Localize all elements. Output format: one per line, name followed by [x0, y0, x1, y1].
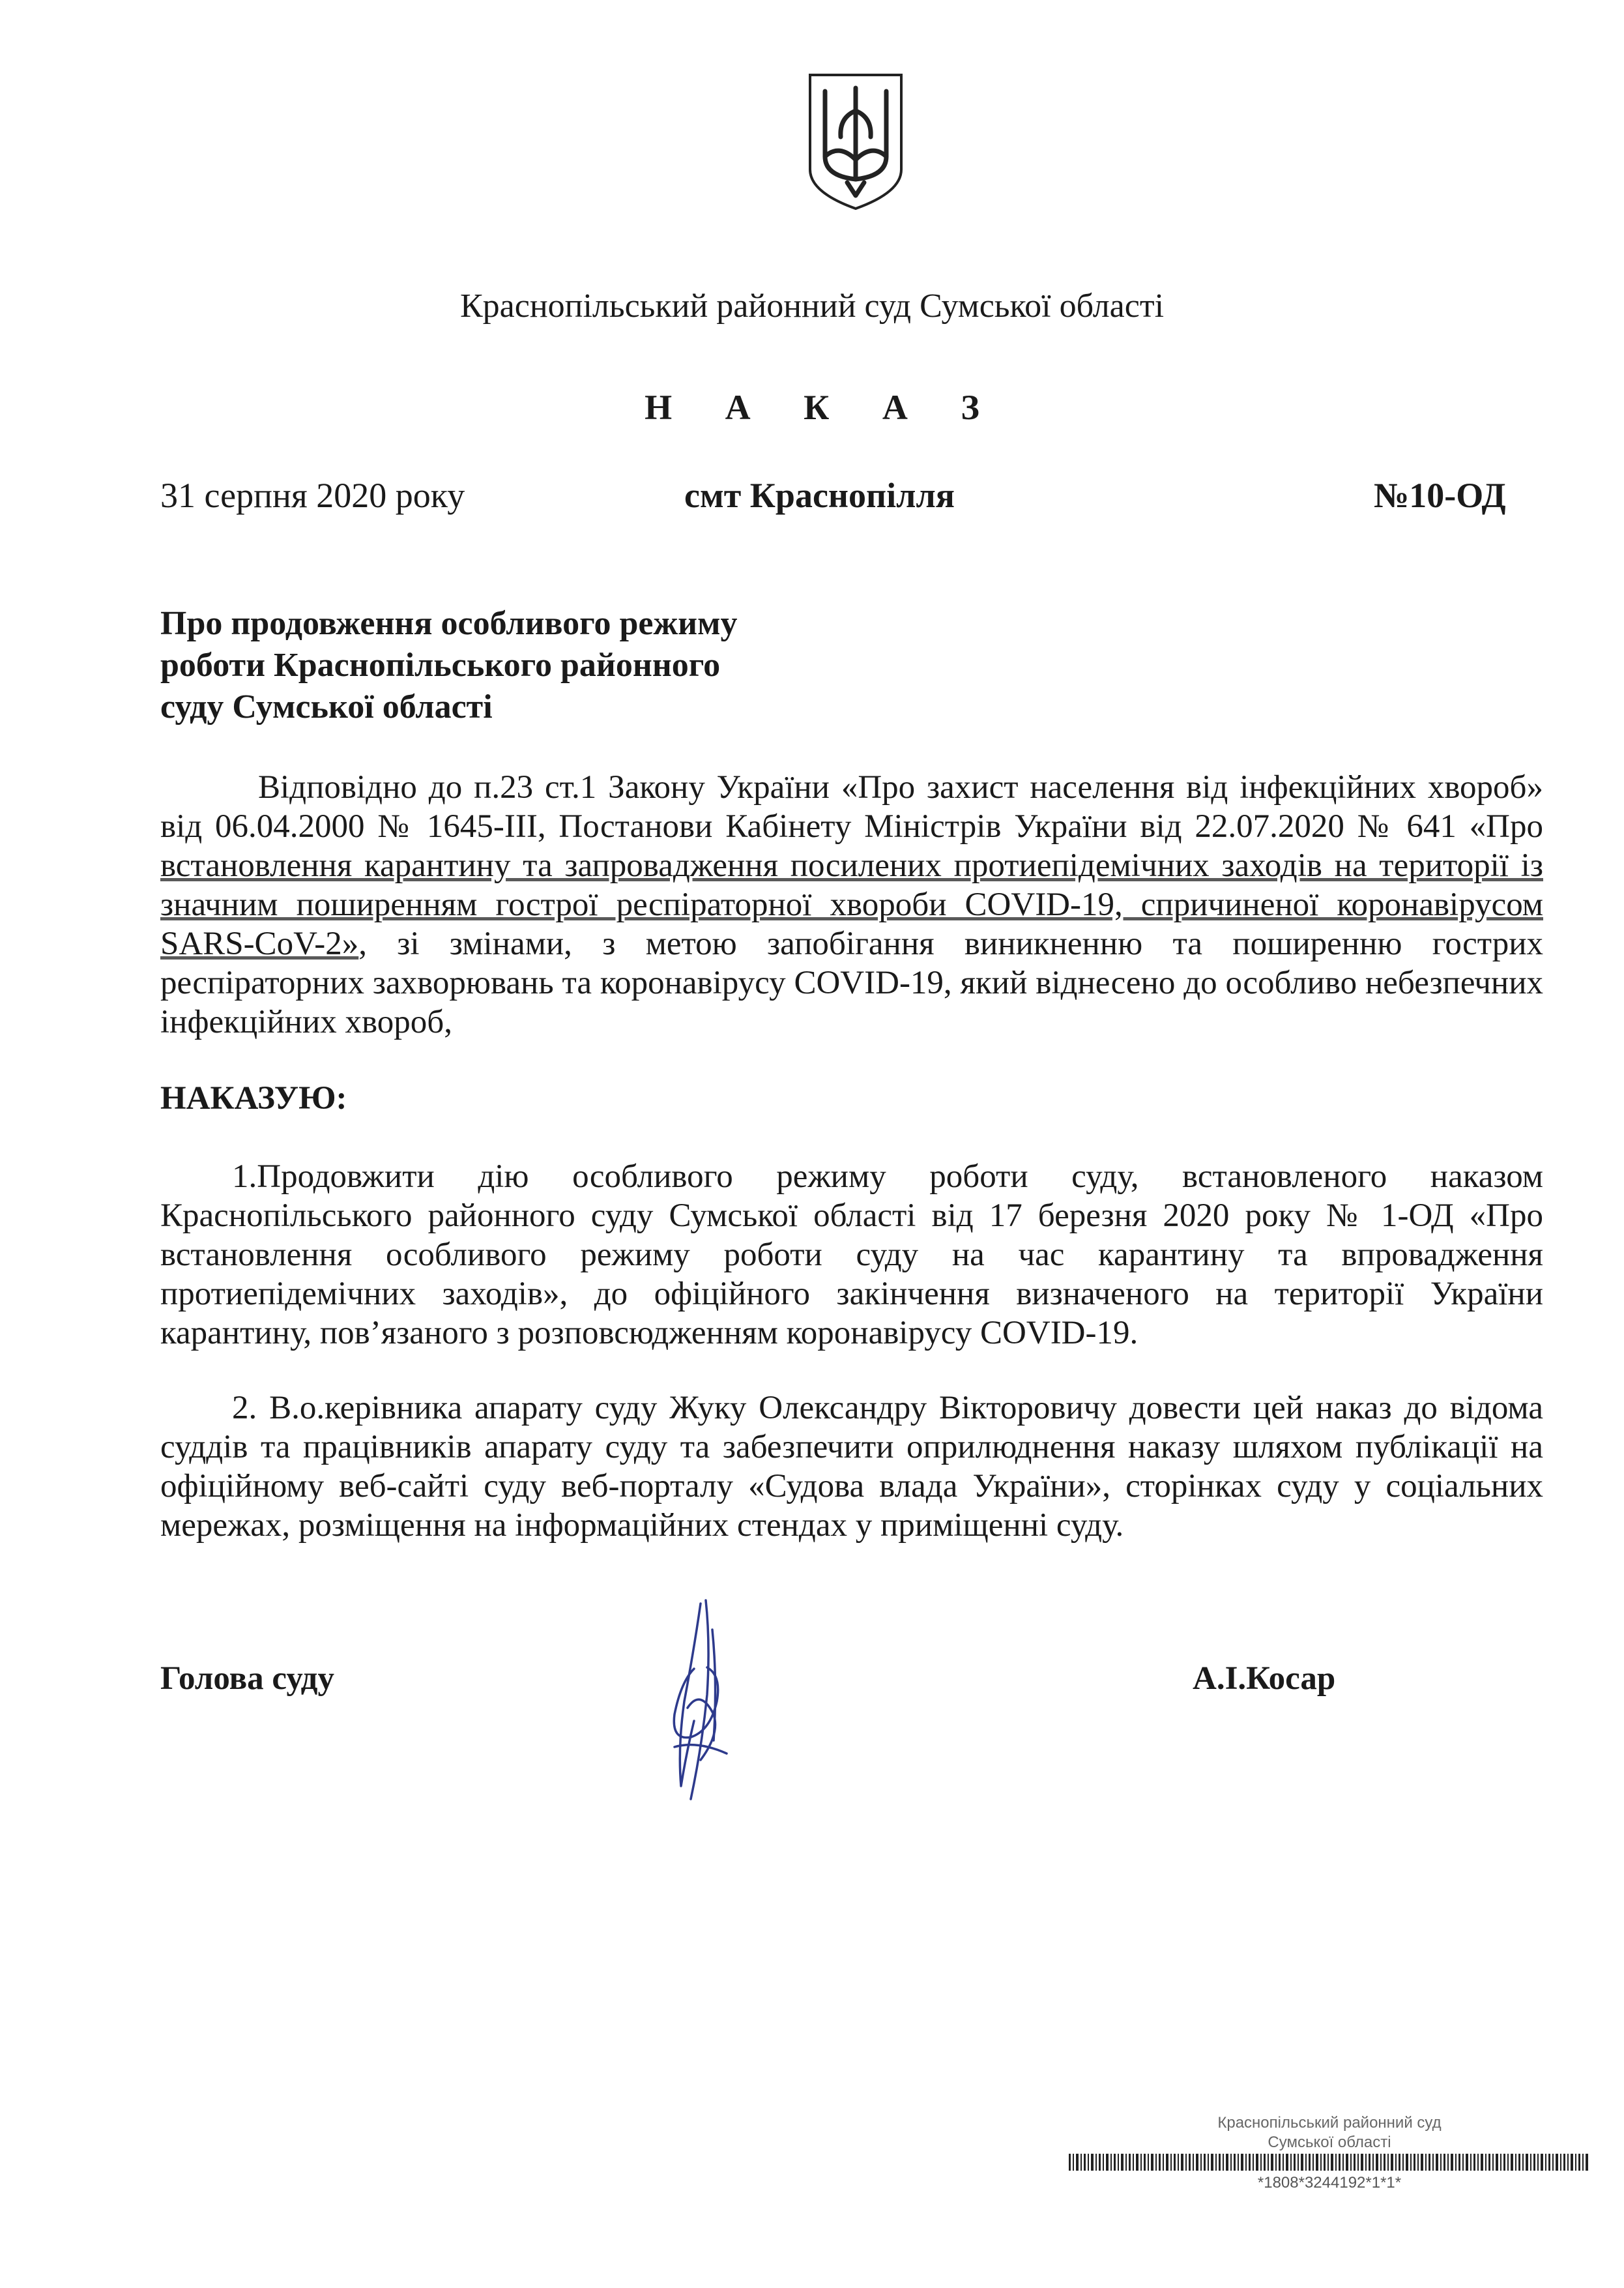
- order-item-1: 1.Продовжити дію особливого режиму роботи суду, встановленого наказом Краснопільського районного суду Сумської області від 17 березня 2020 року № 1-ОД «Про встановлення особливого режиму роботи суду на час карантину та впровадження протиепідемічних заходів», до офіційного закінчення визначеного на території України карантину, пов’язаного з розповсюдженням коронавірусу COVID-19.: [160, 1158, 1543, 1351]
- court-name: Краснопільський районний суд Сумської області: [459, 287, 1165, 325]
- order-place: смт Краснопілля: [684, 476, 955, 515]
- stamp-region: Сумської області: [1268, 2134, 1391, 2151]
- subject-line: Про продовження особливого режиму: [160, 605, 738, 642]
- subject-line: роботи Краснопільського районного: [160, 647, 721, 684]
- handwritten-signature: [655, 1591, 746, 1825]
- preamble-underlined-text: встановлення карантину та запровадження посилених протиепідемічних заходів на території із значним поширенням гострої респіраторної хвороби COVID-19, спричиненої коронавірусом SARS-CoV-2»: [160, 847, 1543, 962]
- order-word: НАКАЗУЮ:: [160, 1080, 347, 1117]
- order-subject: [160, 603, 738, 728]
- stamp-barcode-number: *1808*3244192*1*1*: [1257, 2174, 1402, 2192]
- trident-emblem-icon: [807, 72, 905, 212]
- subject-line: суду Сумської області: [160, 688, 493, 726]
- preamble-text: Відповідно до п.23 ст.1 Закону України «Про захист населення від інфекційних хвороб» від 06.04.2000 № 1645-ІІІ, Постанови Кабінету Міністрів України від 22.07.2020 № 641 «Про: [160, 769, 1543, 845]
- signatory-name: А.І.Косар: [1193, 1660, 1336, 1697]
- document-type: Н А К А З: [645, 388, 1002, 427]
- stamp-court-name: Краснопільський районний суд: [1217, 2114, 1442, 2132]
- preamble-text-end: , зі змінами, з метою запобігання виникненню та поширенню гострих респіраторних захворювань та коронавірусу COVID-19, який віднесено до особливо небезпечних інфекційних хвороб,: [160, 926, 1543, 1040]
- signature-position: Голова суду: [160, 1660, 334, 1697]
- preamble-paragraph: [160, 768, 1543, 1042]
- registration-stamp: [1069, 2113, 1590, 2192]
- order-number: №10-ОД: [1374, 476, 1506, 515]
- order-date: 31 серпня 2020 року: [160, 476, 465, 515]
- barcode-icon: [1069, 2154, 1590, 2171]
- order-item-2: 2. В.о.керівника апарату суду Жуку Олександру Вікторовичу довести цей наказ до відома суддів та працівників апарату суду та забезпечити оприлюднення наказу шляхом публікації на офіційному веб-сайті суду веб-порталу «Судова влада України», сторінках суду у соціальних мережах, розміщення на інформаційних стендах у приміщенні суду.: [160, 1390, 1543, 1544]
